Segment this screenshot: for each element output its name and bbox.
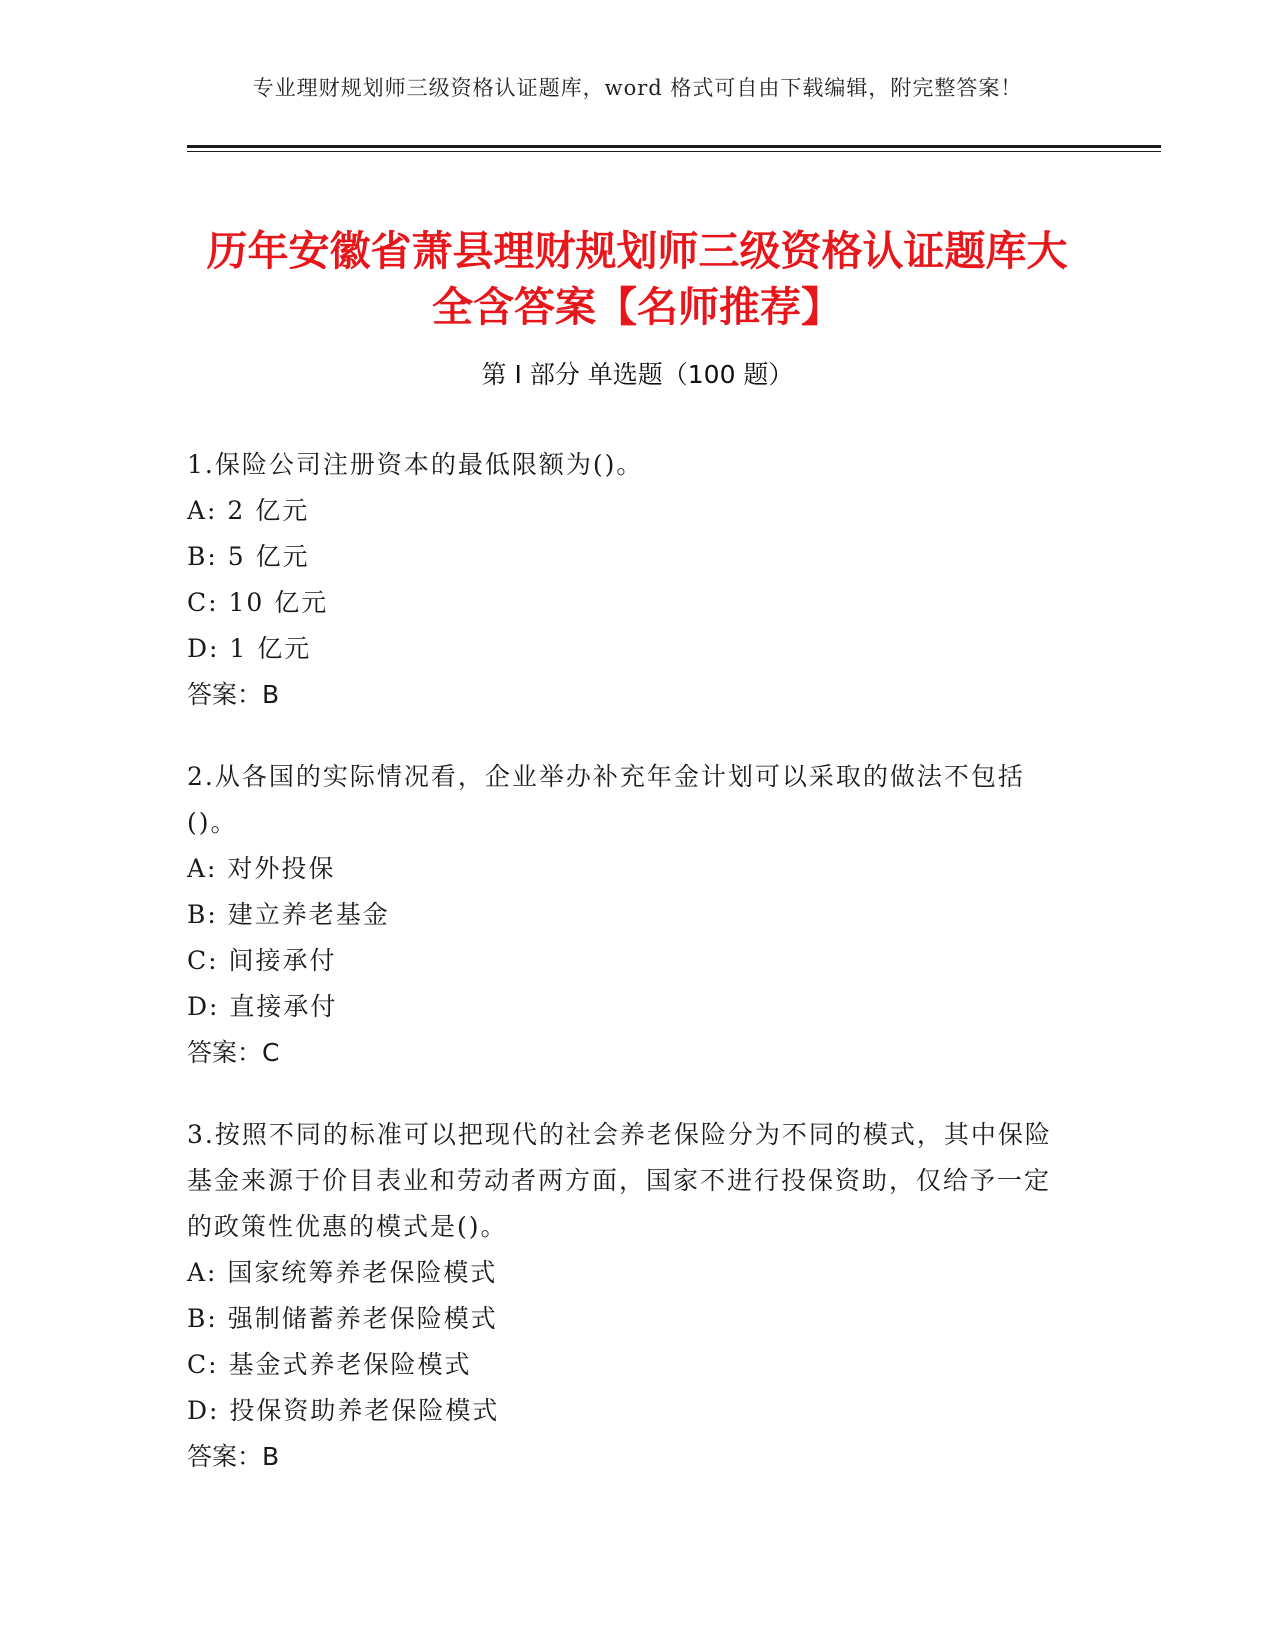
question-list xyxy=(187,442,1067,1516)
section-title: 第 I 部分 单选题（100 题） xyxy=(481,360,794,389)
question-text: 2.从各国的实际情况看，企业举办补充年金计划可以采取的做法不包括()。 xyxy=(187,762,1025,837)
option-b: B: 强制储蓄养老保险模式 xyxy=(187,1304,498,1333)
option-a: A: 对外投保 xyxy=(187,854,336,883)
question-2 xyxy=(187,754,1067,1076)
option-d: D: 直接承付 xyxy=(187,992,338,1021)
option-d: D: 投保资助养老保险模式 xyxy=(187,1396,500,1425)
document-title: 历年安徽省萧县理财规划师三级资格认证题库大全含答案【名师推荐】 xyxy=(206,227,1068,332)
option-b: B: 5 亿元 xyxy=(187,542,310,571)
option-d: D: 1 亿元 xyxy=(187,634,312,663)
option-c: C: 10 亿元 xyxy=(187,588,329,617)
page-header: 专业理财规划师三级资格认证题库，word 格式可自由下载编辑，附完整答案！ xyxy=(252,76,1023,100)
option-c: C: 间接承付 xyxy=(187,946,337,975)
option-a: A: 国家统筹养老保险模式 xyxy=(187,1258,498,1287)
option-a: A: 2 亿元 xyxy=(187,496,310,525)
answer: 答案：B xyxy=(187,680,280,709)
question-3 xyxy=(187,1112,1067,1480)
option-c: C: 基金式养老保险模式 xyxy=(187,1350,472,1379)
question-text: 1.保险公司注册资本的最低限额为()。 xyxy=(187,450,644,479)
option-b: B: 建立养老基金 xyxy=(187,900,390,929)
answer: 答案：B xyxy=(187,1442,280,1471)
header-divider-thick xyxy=(187,145,1161,148)
question-text: 3.按照不同的标准可以把现代的社会养老保险分为不同的模式，其中保险基金来源于价目表业和劳动者两方面，国家不进行投保资助，仅给予一定的政策性优惠的模式是()。 xyxy=(187,1120,1052,1241)
answer: 答案：C xyxy=(187,1038,280,1067)
question-1 xyxy=(187,442,1067,718)
header-divider-thin xyxy=(187,151,1161,152)
